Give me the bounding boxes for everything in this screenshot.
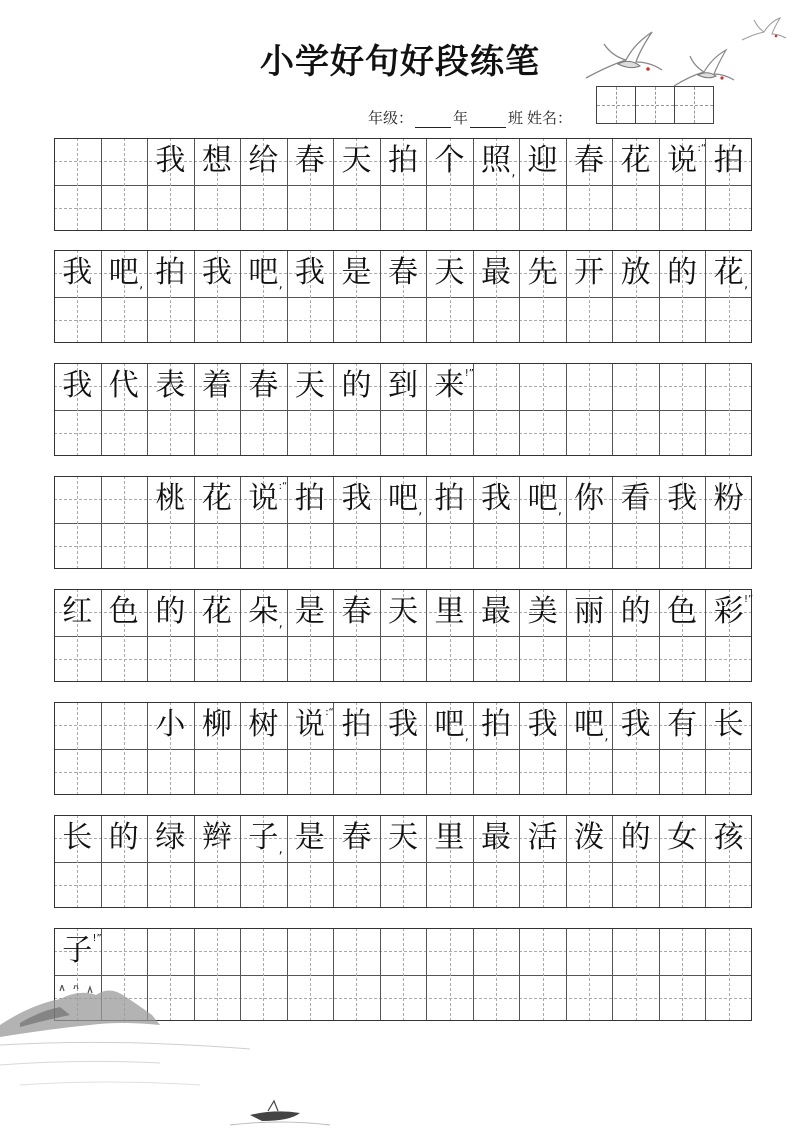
grid-row bbox=[54, 815, 752, 908]
grid-cell: 彩 bbox=[713, 594, 744, 630]
grid-cell: 泼 bbox=[574, 820, 605, 856]
grid-cell: 我 bbox=[341, 481, 372, 517]
grid-cell: 先 bbox=[527, 255, 558, 291]
grid-cell: 来 bbox=[434, 368, 465, 404]
grid-cell: 春 bbox=[387, 255, 418, 291]
ink-landscape-with-boat bbox=[0, 985, 360, 1131]
grid-cell: 的 bbox=[341, 368, 372, 404]
grid-cell: 天 bbox=[387, 594, 418, 630]
name-input-boxes[interactable] bbox=[596, 86, 714, 124]
grid-cell: 给 bbox=[248, 143, 279, 179]
name-box[interactable] bbox=[597, 87, 635, 123]
grid-cell: 我 bbox=[527, 707, 558, 743]
name-label: 姓名： bbox=[527, 109, 573, 127]
grid-cell: 长 bbox=[62, 820, 93, 856]
grid-cell: 开 bbox=[574, 255, 605, 291]
grid-cell: 的 bbox=[155, 594, 186, 630]
grid-cell: 我 bbox=[387, 707, 418, 743]
grid-row bbox=[54, 363, 752, 456]
grid-cell: 花 bbox=[201, 594, 232, 630]
grid-cell: 的 bbox=[108, 820, 139, 856]
grid-cell: 花 bbox=[620, 143, 651, 179]
grid-cell bbox=[194, 928, 241, 975]
grid-cell: 春 bbox=[248, 368, 279, 404]
grid-cell: 粉 bbox=[713, 481, 744, 517]
grid-cell: 我 bbox=[201, 255, 232, 291]
grid-cell: 吧 bbox=[527, 481, 558, 517]
grid-cell: 的 bbox=[620, 594, 651, 630]
grid-cell bbox=[659, 363, 706, 410]
punctuation-mark: , bbox=[278, 842, 283, 857]
grid-cell bbox=[519, 363, 566, 410]
punctuation-mark: , bbox=[139, 277, 144, 292]
grid-cell: 有 bbox=[667, 707, 698, 743]
grid-cell: 子 bbox=[248, 820, 279, 856]
grid-cell: 吧 bbox=[108, 255, 139, 291]
grid-cell bbox=[147, 928, 194, 975]
grid-cell bbox=[54, 476, 101, 523]
grid-cell bbox=[380, 928, 427, 975]
grid-cell: 着 bbox=[201, 368, 232, 404]
grid-cell: 子 bbox=[62, 933, 93, 969]
grid-cell: 小 bbox=[155, 707, 186, 743]
punctuation-mark: :“ bbox=[697, 143, 707, 154]
class-blank[interactable] bbox=[470, 111, 506, 128]
grid-cell: 里 bbox=[434, 594, 465, 630]
grid-cell bbox=[333, 928, 380, 975]
grid-cell bbox=[612, 363, 659, 410]
grid-cell bbox=[519, 928, 566, 975]
grid-cell: 的 bbox=[667, 255, 698, 291]
grid-cell bbox=[426, 928, 473, 975]
grid-cell bbox=[473, 363, 520, 410]
grid-cell: 拍 bbox=[155, 255, 186, 291]
punctuation-mark: , bbox=[511, 165, 516, 180]
grid-cell bbox=[705, 928, 752, 975]
grid-cell: 我 bbox=[155, 143, 186, 179]
grid-cell: 说 bbox=[667, 143, 698, 179]
grid-cell: 吧 bbox=[434, 707, 465, 743]
grid-cell: 想 bbox=[201, 143, 232, 179]
grid-cell: 到 bbox=[387, 368, 418, 404]
grid-cell: 是 bbox=[341, 255, 372, 291]
grid-cell: 拍 bbox=[294, 481, 325, 517]
grid-cell: 色 bbox=[108, 594, 139, 630]
name-box[interactable] bbox=[674, 87, 713, 123]
grid-cell: 天 bbox=[387, 820, 418, 856]
grid-cell: 你 bbox=[574, 481, 605, 517]
grid-cell bbox=[612, 928, 659, 975]
grid-cell: 孩 bbox=[713, 820, 744, 856]
grid-cell: 吧 bbox=[387, 481, 418, 517]
grid-cell bbox=[101, 138, 148, 185]
grid-cell bbox=[54, 138, 101, 185]
grid-cell: 照 bbox=[481, 143, 512, 179]
grid-cell: 女 bbox=[667, 820, 698, 856]
student-info-line bbox=[368, 104, 572, 128]
grid-row bbox=[54, 138, 752, 231]
grid-cell: 看 bbox=[620, 481, 651, 517]
grid-cell bbox=[240, 928, 287, 975]
grid-cell: 花 bbox=[713, 255, 744, 291]
punctuation-mark: !” bbox=[464, 368, 474, 379]
punctuation-mark: !” bbox=[92, 933, 102, 944]
punctuation-mark: , bbox=[278, 277, 283, 292]
grid-cell: 活 bbox=[527, 820, 558, 856]
punctuation-mark: , bbox=[278, 616, 283, 631]
punctuation-mark: , bbox=[604, 729, 609, 744]
grid-cell bbox=[566, 363, 613, 410]
grid-cell: 美 bbox=[527, 594, 558, 630]
grid-cell: 的 bbox=[620, 820, 651, 856]
grid-cell: 我 bbox=[62, 368, 93, 404]
grid-cell: 是 bbox=[294, 820, 325, 856]
grid-cell: 我 bbox=[667, 481, 698, 517]
grid-row bbox=[54, 589, 752, 682]
grid-cell: 说 bbox=[248, 481, 279, 517]
page-title: 小学好句好段练笔 bbox=[260, 42, 540, 82]
grid-cell: 说 bbox=[294, 707, 325, 743]
grid-cell: 我 bbox=[481, 481, 512, 517]
grid-cell: 拍 bbox=[341, 707, 372, 743]
grid-cell: 拍 bbox=[434, 481, 465, 517]
grid-cell: 桃 bbox=[155, 481, 186, 517]
grid-cell: 长 bbox=[713, 707, 744, 743]
grid-cell: 我 bbox=[620, 707, 651, 743]
grid-cell bbox=[566, 928, 613, 975]
grid-cell: 个 bbox=[434, 143, 465, 179]
grid-cell: 色 bbox=[667, 594, 698, 630]
grid-cell: 丽 bbox=[574, 594, 605, 630]
grid-cell bbox=[54, 702, 101, 749]
grid-cell: 最 bbox=[481, 594, 512, 630]
grid-cell: 花 bbox=[201, 481, 232, 517]
grid-cell: 迎 bbox=[527, 143, 558, 179]
grid-cell: 春 bbox=[341, 594, 372, 630]
grid-cell: 我 bbox=[62, 255, 93, 291]
grid-cell bbox=[101, 702, 148, 749]
grid-cell: 是 bbox=[294, 594, 325, 630]
punctuation-mark: :“ bbox=[278, 481, 288, 492]
punctuation-mark: , bbox=[418, 503, 423, 518]
class-label: 班 bbox=[508, 109, 524, 127]
punctuation-mark: :“ bbox=[325, 707, 334, 718]
grid-cell: 最 bbox=[481, 820, 512, 856]
grid-cell: 里 bbox=[434, 820, 465, 856]
grid-cell bbox=[705, 363, 752, 410]
grid-cell bbox=[473, 928, 520, 975]
grade-label: 年级： bbox=[368, 109, 414, 127]
grid-cell bbox=[101, 476, 148, 523]
grid-cell: 拍 bbox=[713, 143, 744, 179]
grid-cell: 春 bbox=[294, 143, 325, 179]
punctuation-mark: , bbox=[744, 277, 749, 292]
year-label: 年 bbox=[453, 109, 469, 127]
grid-cell: 拍 bbox=[481, 707, 512, 743]
grid-cell: 表 bbox=[155, 368, 186, 404]
grid-cell bbox=[659, 928, 706, 975]
grid-row bbox=[54, 250, 752, 343]
grid-cell: 朵 bbox=[248, 594, 279, 630]
grade-blank[interactable] bbox=[415, 111, 451, 128]
grid-row bbox=[54, 476, 752, 569]
grid-cell: 放 bbox=[620, 255, 651, 291]
grid-cell: 树 bbox=[248, 707, 279, 743]
grid-cell: 天 bbox=[341, 143, 372, 179]
grid-cell: 代 bbox=[108, 368, 139, 404]
grid-cell: 天 bbox=[294, 368, 325, 404]
grid-cell: 春 bbox=[574, 143, 605, 179]
punctuation-mark: , bbox=[557, 503, 562, 518]
grid-cell bbox=[101, 928, 148, 975]
grid-cell: 吧 bbox=[248, 255, 279, 291]
punctuation-mark: , bbox=[464, 729, 469, 744]
grid-cell: 拍 bbox=[387, 143, 418, 179]
grid-cell: 辫 bbox=[201, 820, 232, 856]
grid-cell bbox=[287, 928, 334, 975]
punctuation-mark: !” bbox=[744, 594, 754, 605]
grid-cell: 春 bbox=[341, 820, 372, 856]
grid-cell: 天 bbox=[434, 255, 465, 291]
grid-cell: 绿 bbox=[155, 820, 186, 856]
grid-cell: 红 bbox=[62, 594, 93, 630]
grid-cell: 最 bbox=[481, 255, 512, 291]
grid-cell: 柳 bbox=[201, 707, 232, 743]
grid-cell: 我 bbox=[294, 255, 325, 291]
grid-row bbox=[54, 702, 752, 795]
name-box[interactable] bbox=[635, 87, 674, 123]
grid-cell: 吧 bbox=[574, 707, 605, 743]
